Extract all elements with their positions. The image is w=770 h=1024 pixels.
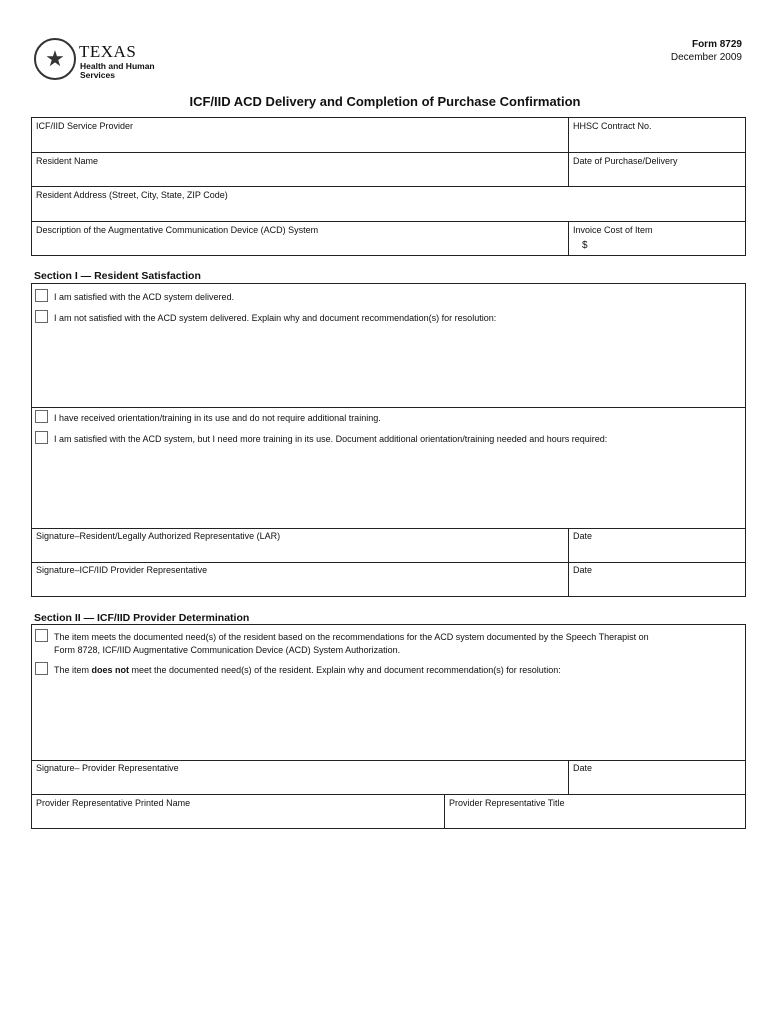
does-not-meet-label: The item does not meet the documented need(s) of the resident. Explain why and document recommendation(s) for resolution: <box>54 665 561 675</box>
form-number: Form 8729 <box>691 39 742 50</box>
resident-signature-field[interactable]: Signature–Resident/Legally Authorized Representative (LAR) <box>36 531 281 541</box>
invoice-cost-field[interactable]: Invoice Cost of Item <box>573 225 653 235</box>
form-date: December 2009 <box>670 52 742 63</box>
logo-texas: TEXAS <box>79 42 137 61</box>
page-title: ICF/IID ACD Delivery and Completion of Purchase Confirmation <box>189 94 581 109</box>
not-satisfied-label: I am not satisfied with the ACD system delivered. Explain why and document recommendation(s) for resolution: <box>54 313 497 323</box>
no-training-label: I have received orientation/training in its use and do not require additional training. <box>54 413 381 423</box>
resident-name-field[interactable]: Resident Name <box>36 156 99 166</box>
section1-heading: Section I — Resident Satisfaction <box>34 270 201 282</box>
service-provider-field[interactable]: ICF/IID Service Provider <box>36 121 134 131</box>
not-satisfied-checkbox[interactable] <box>35 310 48 323</box>
no-training-checkbox[interactable] <box>35 410 48 423</box>
resident-signature-date-field[interactable]: Date <box>573 531 593 541</box>
logo-subtitle: Health and Human Services <box>80 61 155 80</box>
divider <box>31 760 746 761</box>
divider <box>568 760 569 795</box>
does-not-meet-checkbox[interactable] <box>35 662 48 675</box>
section2-heading: Section II — ICF/IID Provider Determination <box>34 612 250 624</box>
rep-title-field[interactable]: Provider Representative Title <box>449 798 565 808</box>
divider <box>568 221 569 256</box>
divider <box>568 528 569 597</box>
currency-symbol: $ <box>582 240 588 251</box>
more-training-label: I am satisfied with the ACD system, but I need more training in its use. Document additional orientation/training needed and hours required: <box>54 434 608 444</box>
satisfied-checkbox[interactable] <box>35 289 48 302</box>
divider <box>31 562 746 563</box>
divider <box>31 528 746 529</box>
divider <box>31 794 746 795</box>
meets-needs-checkbox[interactable] <box>35 629 48 642</box>
resident-address-field[interactable]: Resident Address (Street, City, State, ZIP Code) <box>36 190 228 200</box>
contract-no-field[interactable]: HHSC Contract No. <box>573 121 652 131</box>
divider <box>568 117 569 187</box>
satisfied-label: I am satisfied with the ACD system delivered. <box>54 292 235 302</box>
meets-needs-label: The item meets the documented need(s) of the resident based on the recommendations for the ACD system documented by the Speech Therapist on Form 8728, ICF/IID Augmentative Communication Device (ACD) System Authorization. <box>54 632 649 655</box>
provider-signature-date-field[interactable]: Date <box>573 565 593 575</box>
divider <box>444 794 445 829</box>
provider-signature-field[interactable]: Signature–ICF/IID Provider Representative <box>36 565 208 575</box>
more-training-checkbox[interactable] <box>35 431 48 444</box>
provider-rep-signature-field[interactable]: Signature– Provider Representative <box>36 763 179 773</box>
printed-name-field[interactable]: Provider Representative Printed Name <box>36 798 191 808</box>
provider-rep-date-field[interactable]: Date <box>573 763 593 773</box>
divider <box>31 152 746 153</box>
divider <box>31 186 746 187</box>
divider <box>31 221 746 222</box>
divider <box>31 407 746 408</box>
star-icon: ★ <box>45 46 65 71</box>
acd-description-field[interactable]: Description of the Augmentative Communication Device (ACD) System <box>36 225 319 235</box>
purchase-date-field[interactable]: Date of Purchase/Delivery <box>573 156 678 166</box>
